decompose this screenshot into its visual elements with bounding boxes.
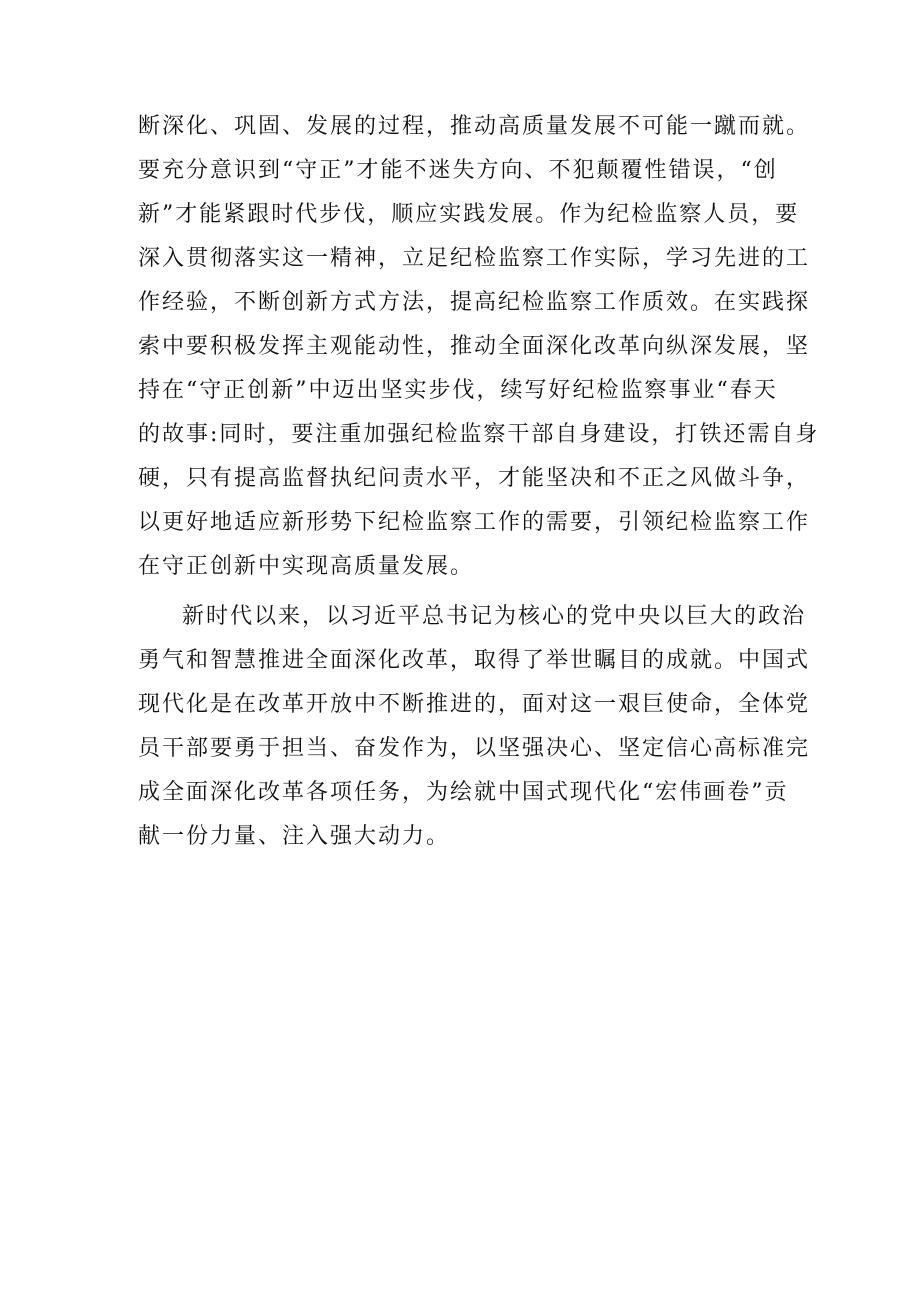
paragraph-2-line: 员干部要勇于担当、奋发作为，以坚强决心、坚定信心高标准完 bbox=[138, 736, 811, 761]
paragraph-2-line: 现代化是在改革开放中不断推进的，面对这一艰巨使命，全体党 bbox=[138, 692, 811, 717]
paragraph-1-line: 新”才能紧跟时代步伐，顺应实践发展。作为纪检监察人员，要 bbox=[138, 202, 800, 227]
paragraph-1-line: 索中要积极发挥主观能动性，推动全面深化改革向纵深发展，坚 bbox=[138, 334, 811, 359]
paragraph-1-line: 持在“守正创新”中迈出坚实步伐，续写好纪检监察事业“春天 bbox=[138, 378, 778, 403]
paragraph-2-line: 献一份力量、注入强大动力。 bbox=[138, 824, 451, 849]
paragraph-2-line: 成全面深化改革各项任务，为绘就中国式现代化“宏伟画卷”贡 bbox=[138, 780, 789, 805]
paragraph-1-line: 在守正创新中实现高质量发展。 bbox=[138, 554, 475, 579]
paragraph-2-line: 新时代以来，以习近平总书记为核心的党中央以巨大的政治 bbox=[182, 604, 807, 629]
paragraph-1-line: 深入贯彻落实这一精神，立足纪检监察工作实际，学习先进的工 bbox=[138, 246, 811, 271]
paragraph-1-line: 断深化、巩固、发展的过程，推动高质量发展不可能一蹴而就。 bbox=[138, 114, 811, 139]
paragraph-1-line: 硬，只有提高监督执纪问责水平，才能坚决和不正之风做斗争， bbox=[138, 466, 811, 491]
paragraph-1-line: 作经验，不断创新方式方法，提高纪检监察工作质效。在实践探 bbox=[138, 290, 811, 315]
paragraph-2-line: 勇气和智慧推进全面深化改革，取得了举世瞩目的成就。中国式 bbox=[138, 648, 811, 673]
paragraph-1-line: 以更好地适应新形势下纪检监察工作的需要，引领纪检监察工作 bbox=[138, 510, 811, 535]
paragraph-1-line: 的故事:同时，要注重加强纪检监察干部自身建设，打铁还需自身 bbox=[138, 422, 820, 447]
paragraph-1-line: 要充分意识到“守正”才能不迷失方向、不犯颠覆性错误，“创 bbox=[138, 158, 778, 183]
